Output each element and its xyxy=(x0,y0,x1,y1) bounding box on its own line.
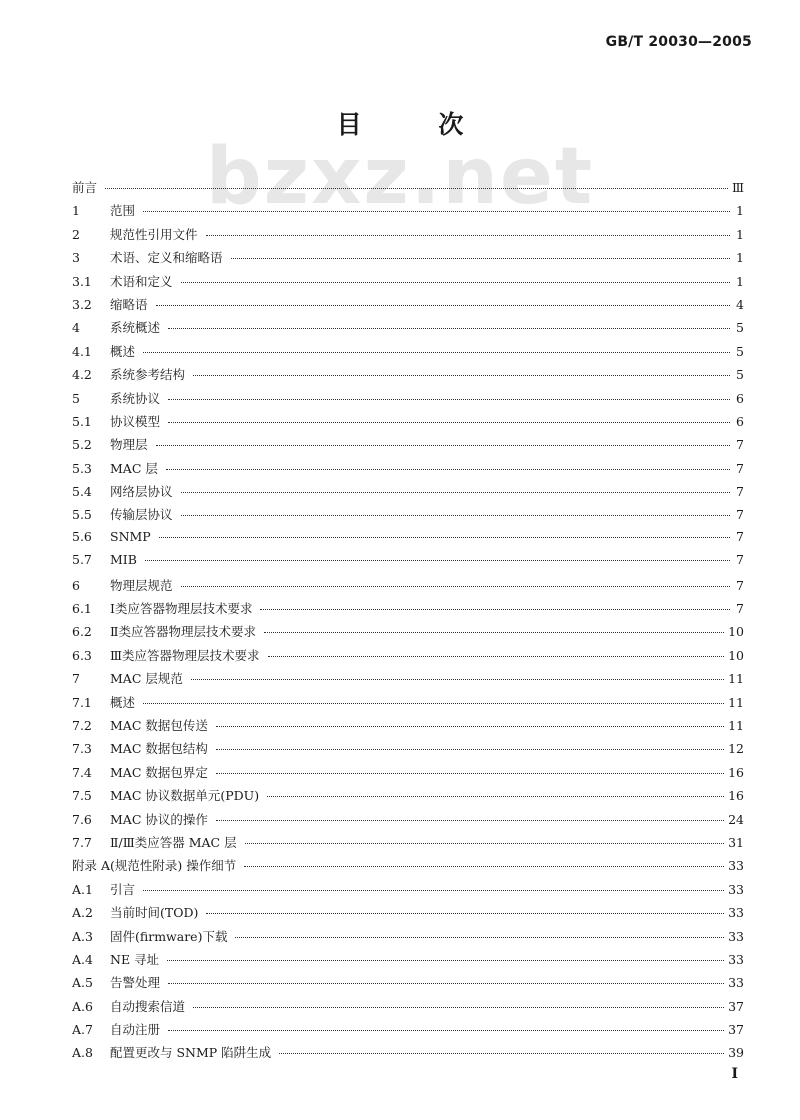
toc-entry xyxy=(72,1043,744,1066)
toc-entry xyxy=(72,646,744,669)
toc-leader-dots xyxy=(231,258,730,259)
toc-entry-number: 6.1 xyxy=(72,601,92,617)
toc-entry-number: 5.3 xyxy=(72,460,92,476)
toc-entry xyxy=(72,576,744,599)
toc-entry-number: 7.5 xyxy=(72,788,92,804)
toc-entry-page: 39 xyxy=(728,1045,744,1061)
toc-leader-dots xyxy=(143,211,730,212)
toc-entry-page: 7 xyxy=(736,460,744,476)
toc-leader-dots xyxy=(156,445,730,446)
toc-entry-number: 7.4 xyxy=(72,764,92,780)
toc-entry-title: MAC 协议数据单元(PDU) xyxy=(110,788,260,804)
toc-entry-title: 缩略语 xyxy=(110,296,148,312)
toc-entry xyxy=(72,599,744,622)
toc-leader-dots xyxy=(260,609,730,610)
toc-entry-number: 5.2 xyxy=(72,437,92,453)
toc-entry-page: 1 xyxy=(736,273,744,289)
toc-leader-dots xyxy=(105,188,728,189)
toc-entry xyxy=(72,178,744,201)
toc-entry-title: 自动搜索信道 xyxy=(110,998,186,1014)
toc-entry-number: A.1 xyxy=(72,881,93,897)
toc-entry-page: 7 xyxy=(736,552,744,568)
toc-leader-dots xyxy=(167,960,724,961)
toc-entry-title: MAC 数据包结构 xyxy=(110,741,208,757)
toc-entry xyxy=(72,856,744,879)
toc-entry xyxy=(72,248,744,271)
toc-entry-page: 33 xyxy=(728,905,744,921)
toc-entry-title: 自动注册 xyxy=(110,1022,161,1038)
toc-leader-dots xyxy=(168,1030,724,1031)
toc-entry-title: 告警处理 xyxy=(110,975,161,991)
toc-entry-title: MAC 数据包界定 xyxy=(110,764,208,780)
toc-entry-page: 33 xyxy=(728,928,744,944)
toc-entry-page: 7 xyxy=(736,484,744,500)
toc-entry-number: 5.5 xyxy=(72,507,92,523)
toc-entry xyxy=(72,810,744,833)
toc-entry-number: 7.3 xyxy=(72,741,92,757)
toc-entry-number: 3 xyxy=(72,250,80,266)
toc-entry-page: 33 xyxy=(728,951,744,967)
toc-entry-page: 6 xyxy=(736,413,744,429)
toc-leader-dots xyxy=(216,726,724,727)
toc-entry-page: 5 xyxy=(736,367,744,383)
toc-leader-dots xyxy=(193,1007,724,1008)
toc-entry-title: MAC 层 xyxy=(110,460,158,476)
toc-entry-page: Ⅲ xyxy=(731,180,744,195)
toc-leader-dots xyxy=(245,843,724,844)
toc-entry-number: 4.1 xyxy=(72,343,92,359)
toc-leader-dots xyxy=(168,328,730,329)
toc-entry-number: 4 xyxy=(72,320,80,336)
toc-entry-page: 4 xyxy=(736,296,744,312)
toc-entry-title: 概述 xyxy=(110,343,136,359)
toc-entry xyxy=(72,225,744,248)
toc-entry-page: 11 xyxy=(728,671,744,687)
toc-entry-number: 4.2 xyxy=(72,367,92,383)
toc-entry-page: 12 xyxy=(728,741,744,757)
toc-entry-number: A.5 xyxy=(72,975,93,991)
toc-entry-page: 5 xyxy=(736,320,744,336)
toc-leader-dots xyxy=(168,983,724,984)
toc-leader-dots xyxy=(279,1053,724,1054)
toc-leader-dots xyxy=(216,773,724,774)
toc-entry xyxy=(72,903,744,926)
toc-entry-page: 24 xyxy=(728,811,744,827)
toc-entry-title: 系统概述 xyxy=(110,320,161,336)
toc-entry-page: 1 xyxy=(736,226,744,242)
toc-entry xyxy=(72,739,744,762)
toc-leader-dots xyxy=(244,866,724,867)
toc-entry-number: 5.7 xyxy=(72,552,92,568)
toc-entry xyxy=(72,505,744,528)
toc-entry xyxy=(72,342,744,365)
toc-entry-title: 物理层规范 xyxy=(110,577,173,593)
toc-entry-title: 固件(firmware)下载 xyxy=(110,928,228,944)
toc-entry xyxy=(72,365,744,388)
toc-entry xyxy=(72,482,744,505)
toc-entry-page: 1 xyxy=(736,250,744,266)
toc-entry xyxy=(72,295,744,318)
toc-entry xyxy=(72,973,744,996)
toc-entry xyxy=(72,318,744,341)
toc-leader-dots xyxy=(159,537,730,538)
toc-entry xyxy=(72,412,744,435)
toc-entry-title: 当前时间(TOD) xyxy=(110,905,199,921)
page-number: I xyxy=(731,1066,738,1082)
toc-entry-title: 传输层协议 xyxy=(110,507,173,523)
toc-entry-page: 37 xyxy=(728,1022,744,1038)
toc-entry-page: 7 xyxy=(736,507,744,523)
toc-entry-page: 11 xyxy=(728,717,744,733)
toc-leader-dots xyxy=(156,305,730,306)
toc-entry-number: A.8 xyxy=(72,1045,93,1061)
toc-entry-number: A.2 xyxy=(72,905,93,921)
page-title: 目 次 xyxy=(336,110,498,139)
toc-leader-dots xyxy=(168,399,730,400)
toc-entry-number: 7.7 xyxy=(72,834,92,850)
toc-entry-title: Ⅱ类应答器物理层技术要求 xyxy=(110,624,256,640)
toc-entry xyxy=(72,997,744,1020)
toc-leader-dots xyxy=(267,796,724,797)
toc-entry-page: 16 xyxy=(728,764,744,780)
toc-entry xyxy=(72,201,744,224)
toc-leader-dots xyxy=(181,492,730,493)
toc-entry-title: MAC 数据包传送 xyxy=(110,717,208,733)
toc-entry-page: 10 xyxy=(728,624,744,640)
toc-entry-number: 3.2 xyxy=(72,296,92,312)
toc-entry xyxy=(72,950,744,973)
toc-entry xyxy=(72,529,744,552)
toc-entry-number: 7.2 xyxy=(72,717,92,733)
toc-leader-dots xyxy=(264,632,724,633)
toc-entry-page: 7 xyxy=(736,437,744,453)
toc-entry-title: Ⅱ/Ⅲ类应答器 MAC 层 xyxy=(110,834,237,850)
toc-entry-number: 5 xyxy=(72,390,80,406)
toc-entry xyxy=(72,833,744,856)
toc-entry-number: 3.1 xyxy=(72,273,92,289)
toc-leader-dots xyxy=(206,235,730,236)
toc-leader-dots xyxy=(143,352,730,353)
toc-entry xyxy=(72,786,744,809)
toc-entry-page: 16 xyxy=(728,788,744,804)
toc-entry-title: 引言 xyxy=(110,881,136,897)
toc-entry-number: 7.1 xyxy=(72,694,92,710)
toc-leader-dots xyxy=(193,375,730,376)
toc-leader-dots xyxy=(181,282,730,283)
toc-entry-title: 系统协议 xyxy=(110,390,161,406)
toc-entry-title: Ⅲ类应答器物理层技术要求 xyxy=(110,647,260,663)
toc-entry xyxy=(72,622,744,645)
toc-leader-dots xyxy=(166,469,730,470)
toc-entry-number: 7.6 xyxy=(72,811,92,827)
toc-entry-title: 范围 xyxy=(110,203,136,219)
toc-entry-title: MAC 协议的操作 xyxy=(110,811,208,827)
toc-leader-dots xyxy=(145,560,730,561)
toc-entry xyxy=(72,272,744,295)
toc-entry xyxy=(72,552,744,575)
toc-entry-number: 5.1 xyxy=(72,413,92,429)
toc-entry-page: 10 xyxy=(728,647,744,663)
toc-entry-page: 33 xyxy=(728,975,744,991)
toc-entry-title: MAC 层规范 xyxy=(110,671,183,687)
toc-entry-title: 概述 xyxy=(110,694,136,710)
toc-leader-dots xyxy=(206,913,724,914)
toc-leader-dots xyxy=(191,679,724,680)
toc-entry xyxy=(72,669,744,692)
toc-entry-title: SNMP xyxy=(110,528,151,544)
toc-entry-page: 7 xyxy=(736,577,744,593)
watermark: bzxz.net xyxy=(205,132,595,222)
toc-leader-dots xyxy=(181,586,730,587)
toc-entry-title: 协议模型 xyxy=(110,413,161,429)
toc-entry-title: MIB xyxy=(110,552,137,568)
toc-entry-title: NE 寻址 xyxy=(110,951,160,967)
toc-entry-title: 附录 A(规范性附录) 操作细节 xyxy=(72,858,237,874)
toc-entry xyxy=(72,1020,744,1043)
toc-entry-title: 网络层协议 xyxy=(110,484,173,500)
toc-entry-title: Ⅰ类应答器物理层技术要求 xyxy=(110,601,253,617)
toc-entry xyxy=(72,389,744,412)
toc-entry-page: 6 xyxy=(736,390,744,406)
toc-entry-title: 配置更改与 SNMP 陷阱生成 xyxy=(110,1045,272,1061)
toc-entry-title: 系统参考结构 xyxy=(110,367,186,383)
toc-entry xyxy=(72,927,744,950)
toc-entry-title: 规范性引用文件 xyxy=(110,226,198,242)
toc-entry xyxy=(72,716,744,739)
toc-leader-dots xyxy=(143,703,724,704)
toc-entry-number: 6.3 xyxy=(72,647,92,663)
toc-entry xyxy=(72,459,744,482)
toc-entry-page: 7 xyxy=(736,601,744,617)
toc-entry-number: 2 xyxy=(72,226,80,242)
toc-entry-number: 5.6 xyxy=(72,528,92,544)
toc-leader-dots xyxy=(268,656,725,657)
toc-entry xyxy=(72,435,744,458)
toc-entry-number: A.6 xyxy=(72,998,93,1014)
toc-entry-title: 术语和定义 xyxy=(110,273,173,289)
toc-entry-number: 1 xyxy=(72,203,80,219)
toc-entry-page: 1 xyxy=(736,203,744,219)
toc-leader-dots xyxy=(235,937,724,938)
toc-entry-number: A.4 xyxy=(72,951,93,967)
toc-leader-dots xyxy=(143,890,724,891)
toc-entry-page: 7 xyxy=(736,528,744,544)
toc-entry-title: 物理层 xyxy=(110,437,148,453)
toc-entry-page: 31 xyxy=(728,834,744,850)
table-of-contents xyxy=(72,178,744,1067)
toc-entry-number: 7 xyxy=(72,671,80,687)
toc-entry xyxy=(72,880,744,903)
toc-entry-page: 33 xyxy=(728,858,744,874)
standard-number: GB/T 20030—2005 xyxy=(605,34,752,50)
toc-entry-number: A.3 xyxy=(72,928,93,944)
toc-entry-number: 6.2 xyxy=(72,624,92,640)
toc-leader-dots xyxy=(181,515,730,516)
toc-entry xyxy=(72,763,744,786)
toc-entry-page: 33 xyxy=(728,881,744,897)
toc-entry-number: 6 xyxy=(72,577,80,593)
toc-entry-page: 5 xyxy=(736,343,744,359)
toc-entry-page: 11 xyxy=(728,694,744,710)
toc-entry-title: 术语、定义和缩略语 xyxy=(110,250,223,266)
toc-entry xyxy=(72,693,744,716)
toc-leader-dots xyxy=(168,422,730,423)
toc-entry-page: 37 xyxy=(728,998,744,1014)
toc-leader-dots xyxy=(216,749,724,750)
toc-entry-number: A.7 xyxy=(72,1022,93,1038)
toc-entry-number: 5.4 xyxy=(72,484,92,500)
toc-entry-title: 前言 xyxy=(72,180,98,195)
toc-leader-dots xyxy=(216,820,724,821)
